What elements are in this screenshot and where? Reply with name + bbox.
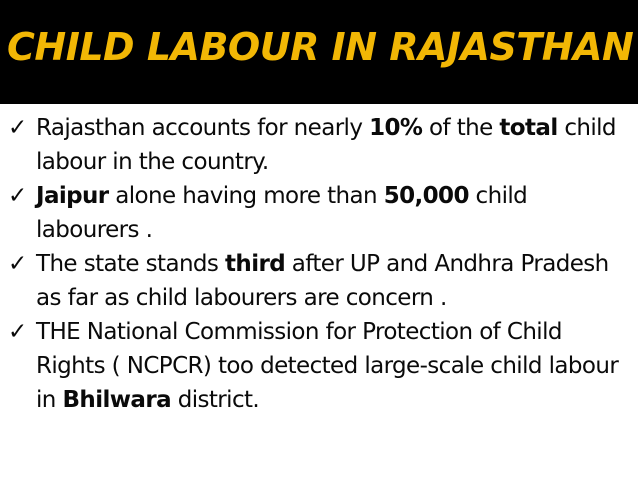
bullet-text: Rajasthan accounts for nearly [36, 115, 370, 141]
checkmark-icon: ✓ [8, 251, 27, 277]
bullet-item [8, 247, 634, 315]
bullet-emphasis: total [499, 115, 558, 141]
bullet-list [8, 111, 634, 417]
checkmark-icon: ✓ [8, 115, 27, 141]
bullet-text: alone having more than [108, 183, 384, 209]
bullet-text: THE National Commission for Protection of Child Rights ( NCPCR) too detected large-scale child labour in [36, 319, 619, 413]
bullet-emphasis: 50,000 [383, 183, 469, 209]
checkmark-icon: ✓ [8, 183, 27, 209]
checkmark-icon: ✓ [8, 319, 27, 345]
bullet-text: child labourers . [36, 183, 528, 243]
bullet-text: of the [422, 115, 500, 141]
bullet-item [8, 315, 634, 417]
bullet-emphasis: 10% [369, 115, 423, 141]
bullet-item [8, 179, 634, 247]
bullet-emphasis: third [225, 251, 286, 277]
bullet-item [8, 111, 634, 179]
slide-title: CHILD LABOUR IN RAJASTHAN [7, 25, 634, 69]
bullet-emphasis: Jaipur [36, 183, 109, 209]
bullet-emphasis: Bhilwara [62, 387, 171, 413]
title-bar [0, 0, 638, 104]
bullet-text: The state stands [36, 251, 226, 277]
bullet-text: district. [171, 387, 260, 413]
bullet-text: child labour in the country. [36, 115, 616, 175]
bullet-text: after UP and Andhra Pradesh as far as child labourers are concern . [36, 251, 609, 311]
